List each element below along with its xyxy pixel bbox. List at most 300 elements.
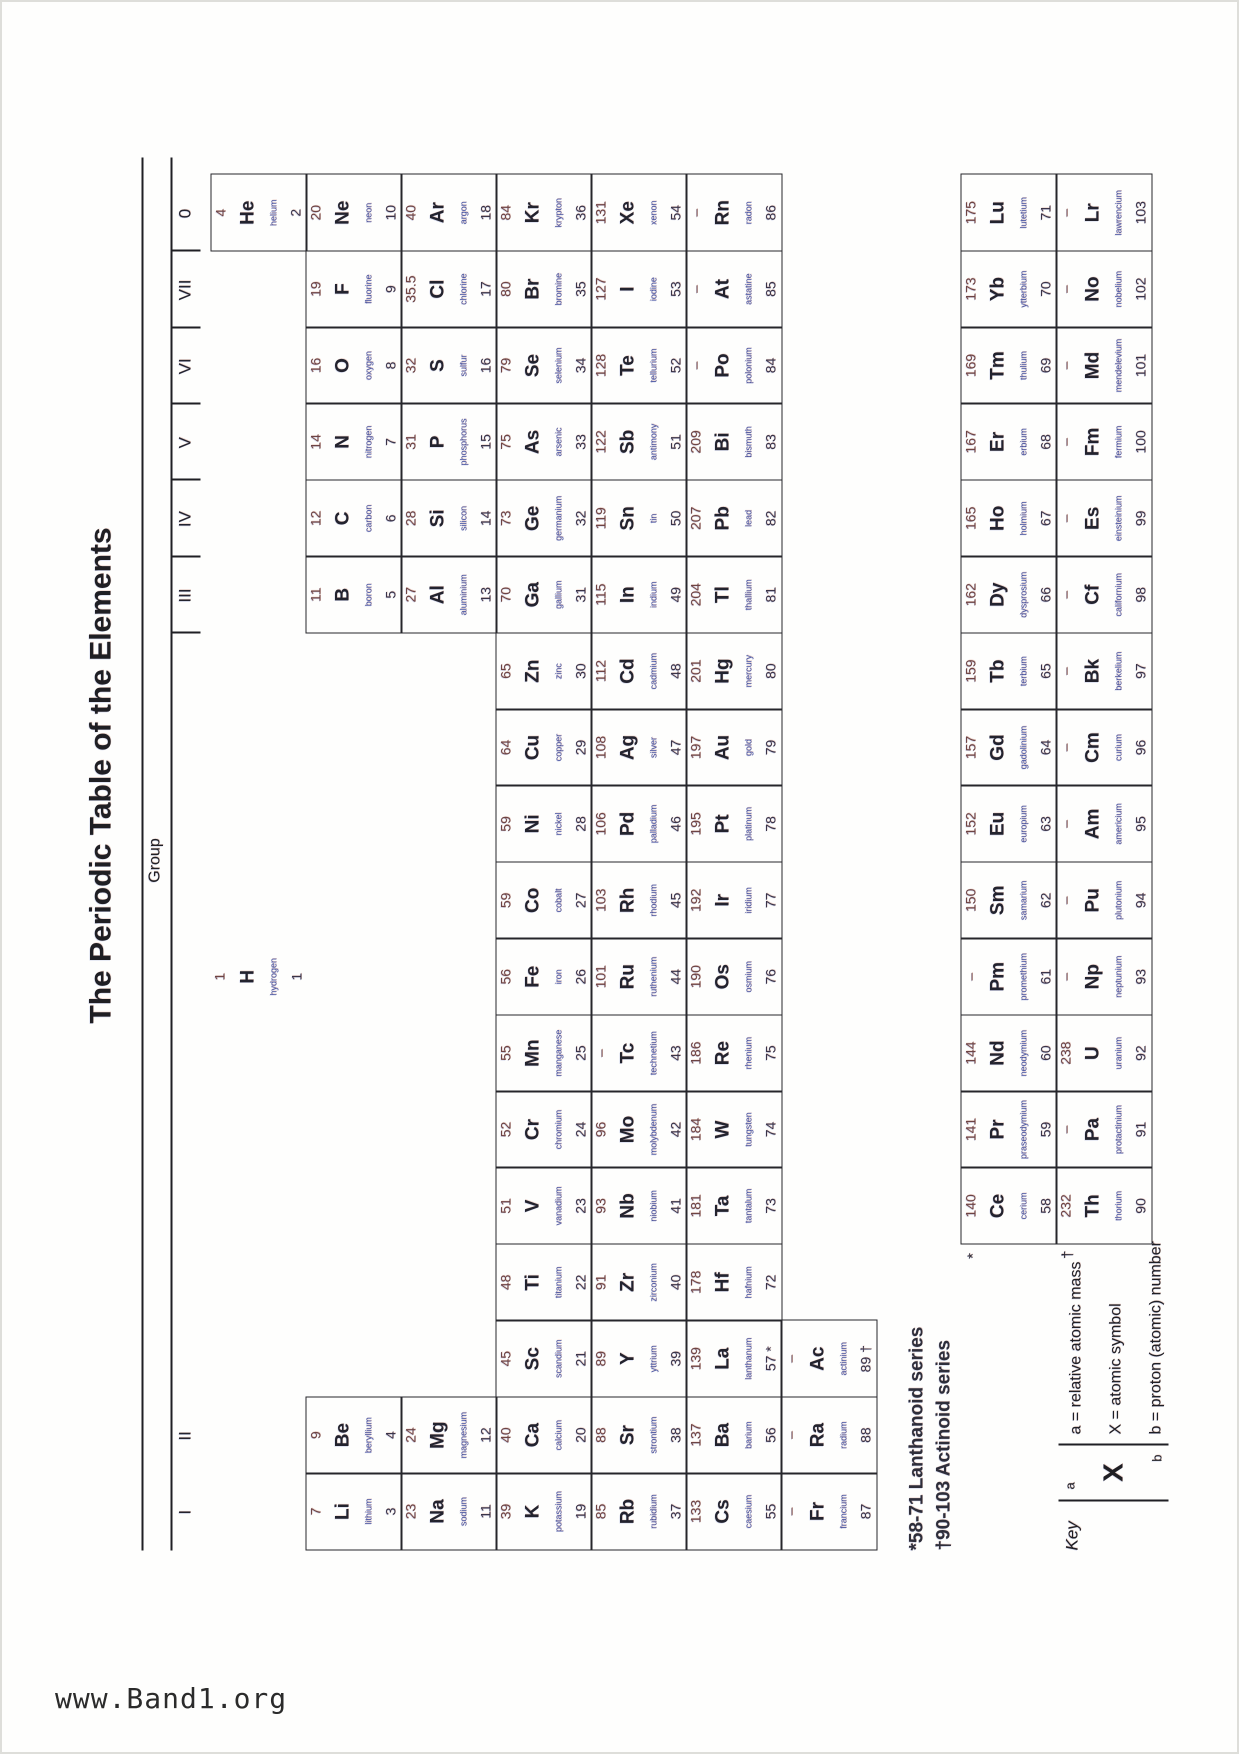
element-name: osmium <box>742 960 753 992</box>
atomic-number: 9 <box>381 284 398 293</box>
element-Ta <box>685 1166 782 1244</box>
group-label-VII: VII <box>175 279 194 300</box>
element-name: berkelium <box>1112 651 1123 691</box>
atomic-mass: – <box>782 1507 798 1515</box>
element-Sm <box>960 861 1057 939</box>
element-Ca <box>495 1396 592 1474</box>
atomic-number: 30 <box>571 662 588 679</box>
group-label-III: III <box>175 587 194 603</box>
element-symbol: Te <box>616 354 638 376</box>
element-symbol: Sb <box>616 429 638 454</box>
atomic-number: 38 <box>666 1426 683 1443</box>
element-Re <box>685 1014 782 1092</box>
element-name: xenon <box>647 199 658 225</box>
key-sample-cell <box>1058 1443 1168 1501</box>
atomic-mass: – <box>1057 895 1073 904</box>
atomic-number: 97 <box>1131 662 1148 679</box>
element-symbol: Li <box>331 1502 353 1520</box>
element-symbol: Ru <box>616 963 638 989</box>
atomic-mass: 79 <box>497 357 513 373</box>
element-symbol: Nd <box>986 1039 1008 1066</box>
atomic-mass: 119 <box>592 506 608 529</box>
atomic-mass: 209 <box>687 429 703 454</box>
atomic-number: 73 <box>761 1197 778 1214</box>
element-Am <box>1055 784 1152 862</box>
element-V <box>495 1166 592 1244</box>
element-Hg <box>685 632 782 710</box>
element-symbol: Yb <box>986 276 1008 301</box>
element-Cr <box>495 1090 592 1168</box>
atomic-mass: 108 <box>592 735 608 759</box>
atomic-mass: 139 <box>687 1346 703 1370</box>
element-name: nickel <box>552 811 563 835</box>
atomic-number: 58 <box>1036 1197 1053 1214</box>
atomic-mass: – <box>687 284 703 293</box>
atomic-number: 20 <box>571 1426 588 1443</box>
atomic-number: 56 <box>761 1426 778 1443</box>
atomic-number: 96 <box>1131 739 1148 755</box>
element-Bi <box>685 402 782 480</box>
element-Ce <box>960 1166 1057 1244</box>
element-name: beryllium <box>362 1416 373 1453</box>
atomic-number: 41 <box>666 1197 683 1214</box>
element-Rb <box>590 1472 687 1550</box>
element-symbol: Re <box>711 1040 733 1065</box>
element-Ac <box>780 1319 877 1397</box>
lanthanoid-series-marker: * <box>964 1252 981 1259</box>
atomic-mass: 167 <box>962 429 978 454</box>
atomic-number: 49 <box>666 586 683 602</box>
element-symbol: As <box>521 429 543 454</box>
atomic-number: 92 <box>1131 1044 1148 1061</box>
element-Ho <box>960 479 1057 557</box>
atomic-mass: 4 <box>212 208 228 217</box>
element-In <box>590 555 687 633</box>
atomic-number: 98 <box>1131 586 1148 602</box>
atomic-number: 54 <box>666 204 683 220</box>
element-symbol: Au <box>711 734 733 760</box>
element-symbol: Rn <box>711 199 733 225</box>
element-Rn <box>685 173 782 251</box>
element-N <box>305 402 402 480</box>
element-symbol: C <box>331 510 353 525</box>
element-name: fluorine <box>362 273 373 304</box>
atomic-mass: 28 <box>402 510 418 526</box>
element-symbol: Pr <box>986 1118 1008 1140</box>
atomic-number: 29 <box>571 739 588 755</box>
atomic-number: 84 <box>761 357 778 373</box>
element-symbol: Xe <box>616 200 638 224</box>
element-name: thallium <box>742 578 753 610</box>
element-H <box>210 937 307 1015</box>
atomic-number: 80 <box>761 662 778 679</box>
element-name: plutonium <box>1112 880 1123 920</box>
element-symbol: Na <box>426 1498 448 1524</box>
element-Al <box>400 555 497 633</box>
atomic-number: 78 <box>761 815 778 832</box>
atomic-mass: 201 <box>687 658 703 683</box>
element-symbol: Md <box>1081 351 1103 379</box>
atomic-mass: 190 <box>687 964 703 988</box>
element-symbol: No <box>1081 275 1103 302</box>
element-symbol: Ga <box>521 581 543 607</box>
element-Co <box>495 861 592 939</box>
element-symbol: Mg <box>426 1420 448 1449</box>
atomic-number: 42 <box>666 1121 683 1137</box>
element-name: gadolinium <box>1017 725 1028 769</box>
group-label-II: II <box>175 1430 194 1441</box>
element-Hf <box>685 1243 782 1321</box>
atomic-number: 21 <box>571 1350 588 1366</box>
atomic-mass: 169 <box>962 353 978 377</box>
element-Pu <box>1055 861 1152 939</box>
atomic-number: 46 <box>666 815 683 832</box>
element-symbol: Cd <box>616 657 638 684</box>
element-Po <box>685 326 782 404</box>
element-name: mercury <box>742 654 753 687</box>
element-name: yttrium <box>647 1344 658 1372</box>
element-Bk <box>1055 632 1152 710</box>
element-name: neodymium <box>1017 1029 1028 1076</box>
element-name: rubidium <box>647 1493 658 1529</box>
atomic-number: 69 <box>1036 357 1053 373</box>
element-name: neptunium <box>1112 955 1123 998</box>
atomic-mass: 112 <box>592 659 608 682</box>
atomic-number: 51 <box>666 433 683 450</box>
element-Pa <box>1055 1090 1152 1168</box>
element-name: holmium <box>1017 500 1028 535</box>
group-label-I: I <box>175 1509 194 1515</box>
atomic-number: 1 <box>287 972 304 981</box>
element-Lr <box>1055 173 1152 251</box>
element-name: radon <box>742 200 753 224</box>
element-Cu <box>495 708 592 786</box>
element-name: potassium <box>552 1490 563 1532</box>
element-name: lutetium <box>1017 196 1028 228</box>
element-Y <box>590 1319 687 1397</box>
atomic-mass: 204 <box>687 582 703 606</box>
element-symbol: Tc <box>616 1042 638 1063</box>
element-name: nitrogen <box>362 425 373 458</box>
element-symbol: Pd <box>616 811 638 836</box>
element-name: manganese <box>552 1029 563 1077</box>
element-name: mendelevium <box>1112 338 1123 392</box>
element-symbol: He <box>236 200 258 225</box>
element-symbol: Nb <box>616 1192 638 1219</box>
element-name: thulium <box>1017 350 1028 380</box>
element-symbol: Bi <box>711 431 733 451</box>
element-name: molybdenum <box>647 1103 658 1155</box>
element-Ga <box>495 555 592 633</box>
element-Cl <box>400 250 497 328</box>
element-name: sulfur <box>457 354 468 377</box>
atomic-number: 50 <box>666 510 683 526</box>
element-symbol: H <box>236 969 258 984</box>
element-name: carbon <box>362 504 373 532</box>
element-Gd <box>960 708 1057 786</box>
atomic-mass: – <box>1057 743 1073 751</box>
atomic-number: 14 <box>476 510 493 526</box>
element-Zn <box>495 632 592 710</box>
atomic-mass: 103 <box>592 888 608 912</box>
atomic-number: 64 <box>1036 739 1053 755</box>
group-header: Group <box>146 837 163 883</box>
element-name: iridium <box>742 886 753 914</box>
element-Nd <box>960 1014 1057 1092</box>
element-Na <box>400 1472 497 1550</box>
element-name: platinum <box>742 806 753 841</box>
element-Cs <box>685 1472 782 1550</box>
key-label: Key <box>1062 1520 1081 1550</box>
atomic-mass: 35.5 <box>402 274 418 303</box>
atomic-mass: 150 <box>962 888 978 912</box>
element-name: curium <box>1112 733 1123 761</box>
element-symbol: Sm <box>986 885 1008 915</box>
element-name: germanium <box>552 495 563 541</box>
element-Pd <box>590 784 687 862</box>
element-name: zinc <box>552 662 563 679</box>
element-P <box>400 402 497 480</box>
element-Ge <box>495 479 592 557</box>
atomic-mass: 101 <box>592 964 608 988</box>
element-symbol: Ir <box>711 893 733 907</box>
element-symbol: Am <box>1081 808 1103 839</box>
element-symbol: Pm <box>986 961 1008 991</box>
element-symbol: Co <box>521 887 543 913</box>
element-symbol: Gd <box>986 733 1008 761</box>
element-symbol: Ta <box>711 1195 733 1216</box>
element-U <box>1055 1014 1152 1092</box>
element-Er <box>960 402 1057 480</box>
element-name: neon <box>362 202 373 223</box>
atomic-number: 90 <box>1131 1197 1148 1214</box>
element-symbol: Ac <box>806 1346 828 1371</box>
atomic-number: 61 <box>1036 968 1053 984</box>
element-name: iron <box>552 968 563 984</box>
atomic-mass: 23 <box>402 1503 418 1519</box>
element-symbol: Tm <box>986 350 1008 380</box>
atomic-number: 32 <box>571 510 588 526</box>
atomic-mass: 40 <box>497 1426 513 1443</box>
element-name: thorium <box>1112 1190 1123 1221</box>
element-symbol: Np <box>1081 963 1103 989</box>
element-Mo <box>590 1090 687 1168</box>
element-Tm <box>960 326 1057 404</box>
element-symbol: S <box>426 358 448 372</box>
atomic-mass: 137 <box>687 1422 703 1447</box>
atomic-number: 13 <box>476 586 493 602</box>
element-No <box>1055 250 1152 328</box>
element-symbol: Po <box>711 352 733 378</box>
element-name: arsenic <box>552 426 563 456</box>
element-F <box>305 250 402 328</box>
element-symbol: Lr <box>1081 202 1103 222</box>
atomic-mass: 80 <box>497 280 513 297</box>
element-Zr <box>590 1243 687 1321</box>
atomic-number: 93 <box>1131 968 1148 984</box>
element-Ni <box>495 784 592 862</box>
element-name: polonium <box>742 346 753 384</box>
element-name: strontium <box>647 1416 658 1454</box>
group-label-VI: VI <box>175 357 194 374</box>
element-symbol: K <box>521 1504 543 1518</box>
element-Fr <box>780 1472 877 1550</box>
element-symbol: Rb <box>616 1498 638 1524</box>
element-Fe <box>495 937 592 1015</box>
atomic-mass: 89 <box>592 1350 608 1366</box>
element-Cf <box>1055 555 1152 633</box>
atomic-number: 77 <box>761 892 778 908</box>
atomic-mass: 173 <box>962 276 978 301</box>
atomic-mass: 12 <box>307 510 323 526</box>
atomic-mass: 11 <box>307 586 323 602</box>
element-Os <box>685 937 782 1015</box>
lanthanoid-footnote: *58-71 Lanthanoid series <box>906 1326 927 1550</box>
element-symbol: Ba <box>711 1422 733 1447</box>
element-La <box>685 1319 782 1397</box>
atomic-number: 8 <box>381 361 398 369</box>
element-Md <box>1055 326 1152 404</box>
element-Te <box>590 326 687 404</box>
element-symbol: Ne <box>331 200 353 225</box>
atomic-number: 43 <box>666 1044 683 1061</box>
atomic-mass: – <box>1057 208 1073 217</box>
group-label-IV: IV <box>175 510 194 527</box>
element-Cm <box>1055 708 1152 786</box>
atomic-number: 3 <box>381 1507 398 1515</box>
atomic-number: 27 <box>571 892 588 908</box>
element-name: silver <box>647 736 658 758</box>
element-name: helium <box>267 198 278 226</box>
element-name: rhodium <box>647 883 658 917</box>
element-Ne <box>305 173 402 251</box>
atomic-number: 102 <box>1131 276 1148 301</box>
atomic-mass: 184 <box>687 1117 703 1141</box>
element-name: caesium <box>742 1494 753 1528</box>
atomic-number: 16 <box>476 357 493 373</box>
element-Cd <box>590 632 687 710</box>
atomic-number: 79 <box>761 739 778 755</box>
atomic-mass: 70 <box>497 586 513 602</box>
atomic-mass: 96 <box>592 1121 608 1137</box>
element-symbol: Zr <box>616 1272 638 1292</box>
atomic-number: 94 <box>1131 892 1148 908</box>
label-divider-tick <box>170 249 200 251</box>
element-He <box>210 173 307 251</box>
element-name: titanium <box>552 1266 563 1298</box>
element-name: krypton <box>552 197 563 227</box>
actinoid-series-marker: † <box>1059 1250 1076 1259</box>
element-Ar <box>400 173 497 251</box>
atomic-number: 39 <box>666 1350 683 1366</box>
atomic-mass: 88 <box>592 1426 608 1443</box>
element-Pm <box>960 937 1057 1015</box>
atomic-number: 71 <box>1036 204 1053 220</box>
element-symbol: Al <box>426 584 448 604</box>
element-Yb <box>960 250 1057 328</box>
atomic-mass: 31 <box>402 433 418 450</box>
element-Kr <box>495 173 592 251</box>
element-Pb <box>685 479 782 557</box>
atomic-mass: – <box>1057 590 1073 599</box>
atomic-number: 24 <box>571 1121 588 1137</box>
atomic-mass: 133 <box>687 1499 703 1523</box>
atomic-mass: – <box>1057 437 1073 446</box>
group-label-V: V <box>175 436 194 448</box>
atomic-mass: 157 <box>962 735 978 759</box>
element-name: dysprosium <box>1017 571 1028 618</box>
element-name: cobalt <box>552 887 563 912</box>
label-divider-tick <box>170 326 200 328</box>
atomic-mass: – <box>782 1354 798 1363</box>
element-Li <box>305 1472 402 1550</box>
element-Pr <box>960 1090 1057 1168</box>
element-symbol: At <box>711 278 733 299</box>
atomic-number: 63 <box>1036 815 1053 832</box>
element-symbol: Ge <box>521 505 543 531</box>
atomic-mass: 165 <box>962 506 978 530</box>
atomic-number: 48 <box>666 662 683 679</box>
atomic-number: 40 <box>666 1274 683 1290</box>
atomic-number: 17 <box>476 280 493 297</box>
element-symbol: I <box>616 285 638 292</box>
element-Ba <box>685 1396 782 1474</box>
element-symbol: Pu <box>1081 887 1103 912</box>
atomic-number: 2 <box>286 208 303 217</box>
atomic-mass: – <box>962 972 978 981</box>
atomic-mass: 85 <box>592 1503 608 1519</box>
atomic-mass: 152 <box>962 811 978 836</box>
element-name: lithium <box>362 1498 373 1525</box>
atomic-mass: – <box>1057 361 1073 369</box>
element-S <box>400 326 497 404</box>
element-symbol: Os <box>711 963 733 989</box>
atomic-mass: 24 <box>402 1426 418 1443</box>
element-name: antimony <box>647 423 658 460</box>
atomic-mass: 73 <box>497 510 513 526</box>
element-name: magnesium <box>457 1411 468 1458</box>
element-Be <box>305 1396 402 1474</box>
element-Au <box>685 708 782 786</box>
element-name: boron <box>362 582 373 606</box>
atomic-number: 83 <box>761 433 778 450</box>
element-name: hafnium <box>742 1265 753 1298</box>
element-symbol: Ni <box>521 813 543 833</box>
element-name: actinium <box>837 1341 848 1375</box>
element-name: barium <box>742 1420 753 1449</box>
atomic-number: 12 <box>476 1426 493 1443</box>
element-Mn <box>495 1014 592 1092</box>
atomic-number: 87 <box>856 1503 873 1519</box>
element-symbol: Kr <box>521 201 543 223</box>
atomic-number: 23 <box>571 1197 588 1214</box>
series-footnotes <box>903 1326 957 1550</box>
atomic-mass: 186 <box>687 1040 703 1065</box>
atomic-number: 89 † <box>856 1344 873 1372</box>
atomic-mass: 141 <box>962 1117 978 1141</box>
element-name: californium <box>1112 572 1123 616</box>
atomic-number: 60 <box>1036 1044 1053 1061</box>
atomic-mass: 115 <box>592 583 608 606</box>
label-divider-tick <box>170 631 200 633</box>
element-symbol: Se <box>521 353 543 377</box>
element-Tc <box>590 1014 687 1092</box>
atomic-number: 4 <box>381 1430 398 1439</box>
label-divider-tick <box>170 555 200 557</box>
element-name: praseodymium <box>1017 1099 1028 1159</box>
element-name: ruthenium <box>647 956 658 997</box>
atomic-number: 62 <box>1036 892 1053 908</box>
